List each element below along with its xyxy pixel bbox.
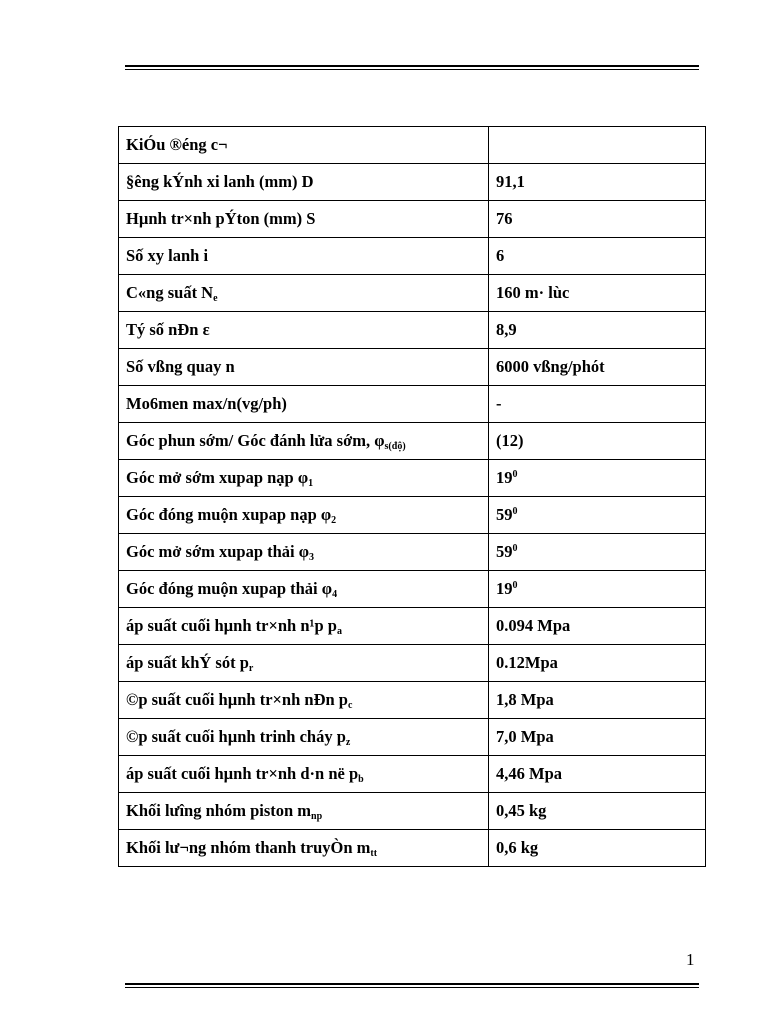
param-value-cell (489, 386, 706, 423)
table-row (119, 386, 706, 423)
param-value: 19 (496, 468, 513, 487)
param-subscript: 4 (332, 588, 338, 600)
table-row (119, 830, 706, 867)
param-subscript: e (213, 292, 218, 304)
param-value-cell (489, 608, 706, 645)
param-label-cell (119, 682, 489, 719)
param-value-cell (489, 238, 706, 275)
param-value: 59 (496, 542, 513, 561)
param-label: Khối lư¬ng nhóm thanh truyÒn m (126, 837, 371, 857)
param-value-cell (489, 349, 706, 386)
param-label-cell (119, 312, 489, 349)
param-label-cell (119, 756, 489, 793)
param-value-cell (489, 719, 706, 756)
param-value-cell (489, 201, 706, 238)
param-value-cell (489, 460, 706, 497)
degree-superscript: 0 (512, 506, 518, 517)
param-value: 0,45 kg (496, 801, 547, 820)
table-row (119, 497, 706, 534)
param-label: Số vßng quay n (126, 357, 235, 376)
degree-superscript: 0 (512, 543, 518, 554)
param-value: 6 (496, 246, 505, 265)
param-label: Khối lưîng nhóm piston m (126, 800, 312, 820)
param-value-cell (489, 312, 706, 349)
table-row (119, 349, 706, 386)
param-label: Góc đóng muộn xupap nạp φ (126, 504, 332, 524)
param-value-cell (489, 682, 706, 719)
page-number: 1 (686, 950, 695, 969)
table-row (119, 275, 706, 312)
param-value-cell (489, 423, 706, 460)
header-rule (125, 65, 699, 70)
param-subscript: 3 (309, 551, 315, 563)
param-subscript: np (311, 810, 323, 822)
param-subscript: b (358, 773, 364, 785)
table-row (119, 793, 706, 830)
table-row (119, 756, 706, 793)
param-label-cell (119, 534, 489, 571)
param-value-cell (489, 534, 706, 571)
param-value-cell (489, 275, 706, 312)
param-label: C«ng suất N (126, 282, 214, 302)
param-label-cell (119, 127, 489, 164)
table-row (119, 460, 706, 497)
param-subscript: c (348, 699, 353, 711)
param-value: - (496, 394, 502, 413)
param-value-cell (489, 164, 706, 201)
param-label: Góc đóng muộn xupap thải φ (126, 578, 333, 598)
param-value-cell (489, 571, 706, 608)
param-value: 0.12Mpa (496, 653, 558, 672)
param-label: Góc mở sớm xupap thải φ (126, 541, 310, 561)
param-label: Hµnh tr×nh pÝton (mm) S (126, 209, 316, 228)
param-label: KiÓu ®éng c¬ (126, 135, 228, 154)
param-value: 76 (496, 209, 513, 228)
param-label-cell (119, 830, 489, 867)
param-value: (12) (496, 431, 524, 450)
engine-specs-table (118, 126, 706, 867)
table-row (119, 645, 706, 682)
param-value: 19 (496, 579, 513, 598)
param-subscript: 1 (308, 477, 314, 489)
param-label: áp suất cuối hµnh tr×nh d·n në p (126, 763, 359, 783)
param-value-cell (489, 645, 706, 682)
param-label-cell (119, 201, 489, 238)
footer-rule (125, 983, 699, 988)
table-row (119, 682, 706, 719)
param-label: Góc mở sớm xupap nạp φ (126, 467, 309, 487)
param-label-cell (119, 497, 489, 534)
table-row (119, 423, 706, 460)
param-label: §êng kÝnh xi lanh (mm) D (126, 172, 314, 191)
param-label: Tý số nÐn ε (126, 320, 210, 339)
table-row (119, 571, 706, 608)
param-label-cell (119, 275, 489, 312)
degree-superscript: 0 (512, 469, 518, 480)
param-value: 8,9 (496, 320, 517, 339)
param-label: Số xy lanh i (126, 246, 209, 265)
param-label-cell (119, 386, 489, 423)
param-value-cell (489, 830, 706, 867)
param-label-cell (119, 460, 489, 497)
param-label-cell (119, 608, 489, 645)
param-value: 0,6 kg (496, 838, 539, 857)
param-value: 6000 vßng/phót (496, 357, 605, 376)
table-row (119, 164, 706, 201)
param-subscript: z (345, 736, 351, 748)
spec-table-body (119, 127, 706, 867)
table-row (119, 201, 706, 238)
param-label-cell (119, 571, 489, 608)
param-value: 7,0 Mpa (496, 727, 554, 746)
param-label-cell (119, 349, 489, 386)
param-value: 59 (496, 505, 513, 524)
table-row (119, 719, 706, 756)
param-value-cell (489, 127, 706, 164)
param-label-cell (119, 238, 489, 275)
table-row (119, 312, 706, 349)
param-value-cell (489, 497, 706, 534)
param-value: 0.094 Mpa (496, 616, 571, 635)
table-row (119, 608, 706, 645)
table-row (119, 127, 706, 164)
param-value-cell (489, 793, 706, 830)
param-label: áp suất khÝ sót p (126, 652, 249, 672)
param-subscript: s(độ) (384, 440, 406, 452)
param-label: áp suất cuối hµnh tr×nh n¹p p (126, 615, 337, 635)
param-subscript: 2 (331, 514, 337, 526)
param-label: Mo6men max/n(vg/ph) (126, 394, 287, 413)
param-label: Góc phun sớm/ Góc đánh lửa sớm, φ (126, 430, 385, 450)
param-subscript: a (336, 625, 342, 637)
param-label-cell (119, 719, 489, 756)
param-value: 160 m· lùc (496, 283, 570, 302)
param-label: ©p suất cuối hµnh trinh cháy p (126, 726, 346, 746)
degree-superscript: 0 (512, 580, 518, 591)
param-value-cell (489, 756, 706, 793)
param-label-cell (119, 645, 489, 682)
table-row (119, 534, 706, 571)
param-value: 1,8 Mpa (496, 690, 554, 709)
param-value: 91,1 (496, 172, 525, 191)
param-label-cell (119, 793, 489, 830)
param-label-cell (119, 423, 489, 460)
table-row (119, 238, 706, 275)
param-label-cell (119, 164, 489, 201)
param-subscript: tt (370, 847, 378, 859)
param-subscript: r (248, 662, 254, 674)
param-value: 4,46 Mpa (496, 764, 562, 783)
param-label: ©p suất cuối hµnh tr×nh nÐn p (126, 689, 348, 709)
